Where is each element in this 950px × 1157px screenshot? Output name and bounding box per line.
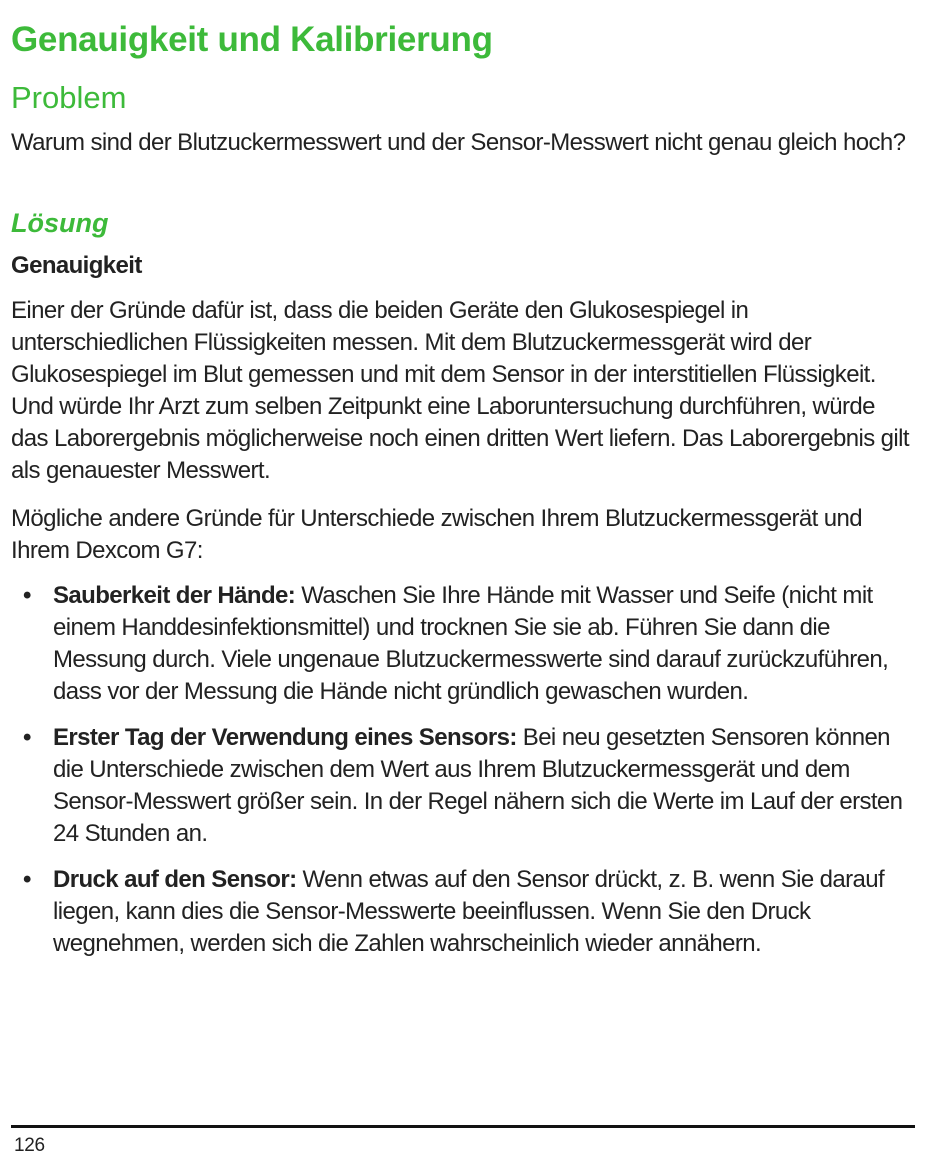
reasons-intro-paragraph: Mögliche andere Gründe für Unterschiede zwischen Ihrem Blutzuckermessgerät und Ihrem Dexcom G7: — [11, 505, 862, 564]
problem-question: Warum sind der Blutzuckermesswert und der Sensor-Messwert nicht genau gleich hoch? — [11, 129, 906, 156]
footer-divider — [11, 1125, 915, 1128]
page-title: Genauigkeit und Kalibrierung — [11, 20, 493, 59]
list-item-text: Wenn etwas auf den Sensor drückt, z. B. wenn Sie darauf liegen, kann dies die Sensor-Messwerte beeinflussen. Wenn Sie den Druck wegnehmen, werden sich die Zahlen wahrscheinlich wieder annähern. — [53, 866, 885, 957]
list-item-sensor-pressure — [11, 864, 921, 960]
list-item-hand-cleanliness — [11, 580, 921, 708]
intro-paragraph: Einer der Gründe dafür ist, dass die beiden Geräte den Glukosespiegel in unterschiedlichen Flüssigkeiten messen. Mit dem Blutzuckermessgerät wird der Glukosespiegel im Blut gemessen und mit dem Sensor in der interstitiellen Flüssigkeit. Und würde Ihr Arzt zum selben Zeitpunkt eine Laboruntersuchung durchführen, würde das Laborergebnis möglicherweise noch einen dritten Wert liefern. Das Laborergebnis gilt als genauester Messwert. — [11, 297, 909, 484]
section-title-problem: Problem — [11, 80, 127, 115]
list-item-text: Waschen Sie Ihre Hände mit Wasser und Seife (nicht mit einem Handdesinfektionsmittel) und trocknen Sie sie ab. Führen Sie dann die Messung durch. Viele ungenaue Blutzuckermesswerte sind darauf zurückzuführen, dass vor der Messung die Hände nicht gründlich gewaschen wurden. — [53, 582, 889, 705]
list-item-text: Bei neu gesetzten Sensoren können die Unterschiede zwischen dem Wert aus Ihrem Blutzuckermessgerät und dem Sensor-Messwert größer sein. In der Regel nähern sich die Werte im Lauf der ersten 24 Stunden an. — [53, 724, 903, 847]
bullet-icon: • — [23, 724, 31, 751]
list-item-first-day — [11, 722, 921, 850]
bullet-icon: • — [23, 582, 31, 609]
reasons-list — [11, 580, 921, 974]
subheading-accuracy: Genauigkeit — [11, 252, 142, 279]
list-item-title: Erster Tag der Verwendung eines Sensors: — [53, 724, 523, 751]
bullet-icon: • — [23, 866, 31, 893]
page-number: 126 — [14, 1135, 45, 1156]
solution-label: Lösung — [11, 208, 109, 238]
list-item-title: Sauberkeit der Hände: — [53, 582, 302, 609]
list-item-title: Druck auf den Sensor: — [53, 866, 303, 893]
